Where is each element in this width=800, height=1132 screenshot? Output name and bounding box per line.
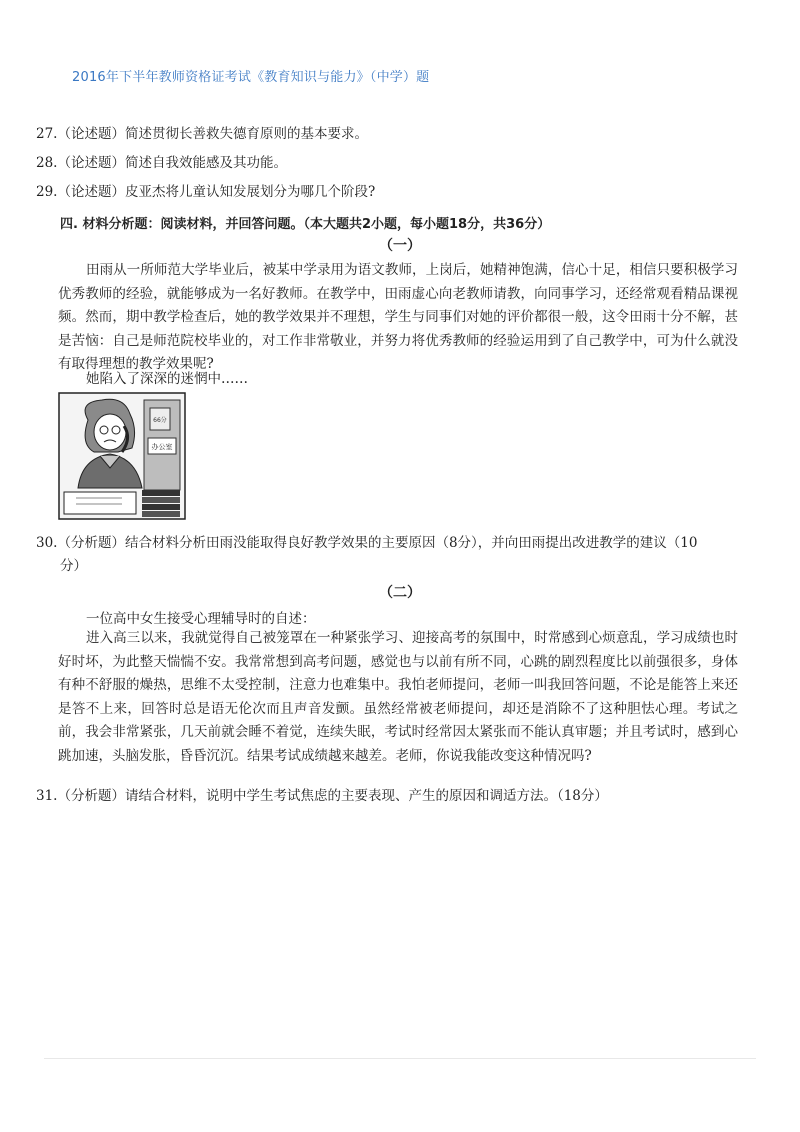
part1-tail: 她陷入了深深的迷惘中…… xyxy=(86,371,248,387)
question-30-line2: 分） xyxy=(60,558,87,574)
worried-teacher-illustration xyxy=(58,392,186,520)
question-30 xyxy=(36,532,744,578)
part1-paragraph: 田雨从一所师范大学毕业后，被某中学录用为语文教师，上岗后，她精神饱满，信心十足，相信只要积极学习优秀教师的经验，就能够成为一名好教师。在教学中，田雨虚心向老教师请教，向同事学习，还经常观看精品课视频。然而，期中教学检查后，她的教学效果并不理想，学生与同事们对她的评价都很一般，这令田雨十分不解，甚是苦恼：自己是师范院校毕业的，对工作非常敬业，并努力将优秀教师的经验运用到了自己教学中，可为什么就没有取得理想的教学效果呢? xyxy=(58,262,738,372)
board-score-text: 66分 xyxy=(153,417,167,424)
question-31: 31.（分析题）请结合材料，说明中学生考试焦虑的主要表现、产生的原因和调适方法。（18分） xyxy=(36,788,608,804)
part2-intro: 一位高中女生接受心理辅导时的自述： xyxy=(86,611,316,627)
document-header-title: 2016年下半年教师资格证考试《教育知识与能力》（中学）题 xyxy=(72,70,430,85)
section-4-title: 四. 材料分析题：阅读材料，并回答问题。（本大题共2小题，每小题18分，共36分） xyxy=(60,217,551,232)
question-29: 29.（论述题）皮亚杰将儿童认知发展划分为哪几个阶段? xyxy=(36,184,376,200)
part1-heading: （一） xyxy=(379,238,421,254)
part2-paragraph: 进入高三以来，我就觉得自己被笼罩在一种紧张学习、迎接高考的氛围中，时常感到心烦意乱，学习成绩也时好时坏，为此整天惴惴不安。我常常想到高考问题，感觉也与以前有所不同，心跳的剧烈程度比以前强很多，身体有种不舒服的燥热，思维不太受控制，注意力也难集中。我怕老师提问，老师一叫我回答问题，不论是能答上来还是答不上来，回答时总是语无伦次而且声音发颤。虽然经常被老师提问，却还是消除不了这种胆怯心理。考试之前，我会非常紧张，几天前就会睡不着觉，连续失眠，考试时经常因太紧张而不能认真审题；并且考试时，感到心跳加速，头脑发胀，昏昏沉沉。结果考试成绩越来越差。老师，你说我能改变这种情况吗? xyxy=(58,630,738,764)
question-30-line1: 30.（分析题）结合材料分析田雨没能取得良好教学效果的主要原因（8分），并向田雨提出改进教学的建议（10 xyxy=(36,535,698,551)
question-27: 27.（论述题）简述贯彻长善救失德育原则的基本要求。 xyxy=(36,126,368,142)
part2-heading: （二） xyxy=(379,585,421,601)
question-28: 28.（论述题）简述自我效能感及其功能。 xyxy=(36,155,287,171)
office-sign-text: 办公室 xyxy=(151,443,173,451)
footer-divider xyxy=(44,1058,756,1059)
